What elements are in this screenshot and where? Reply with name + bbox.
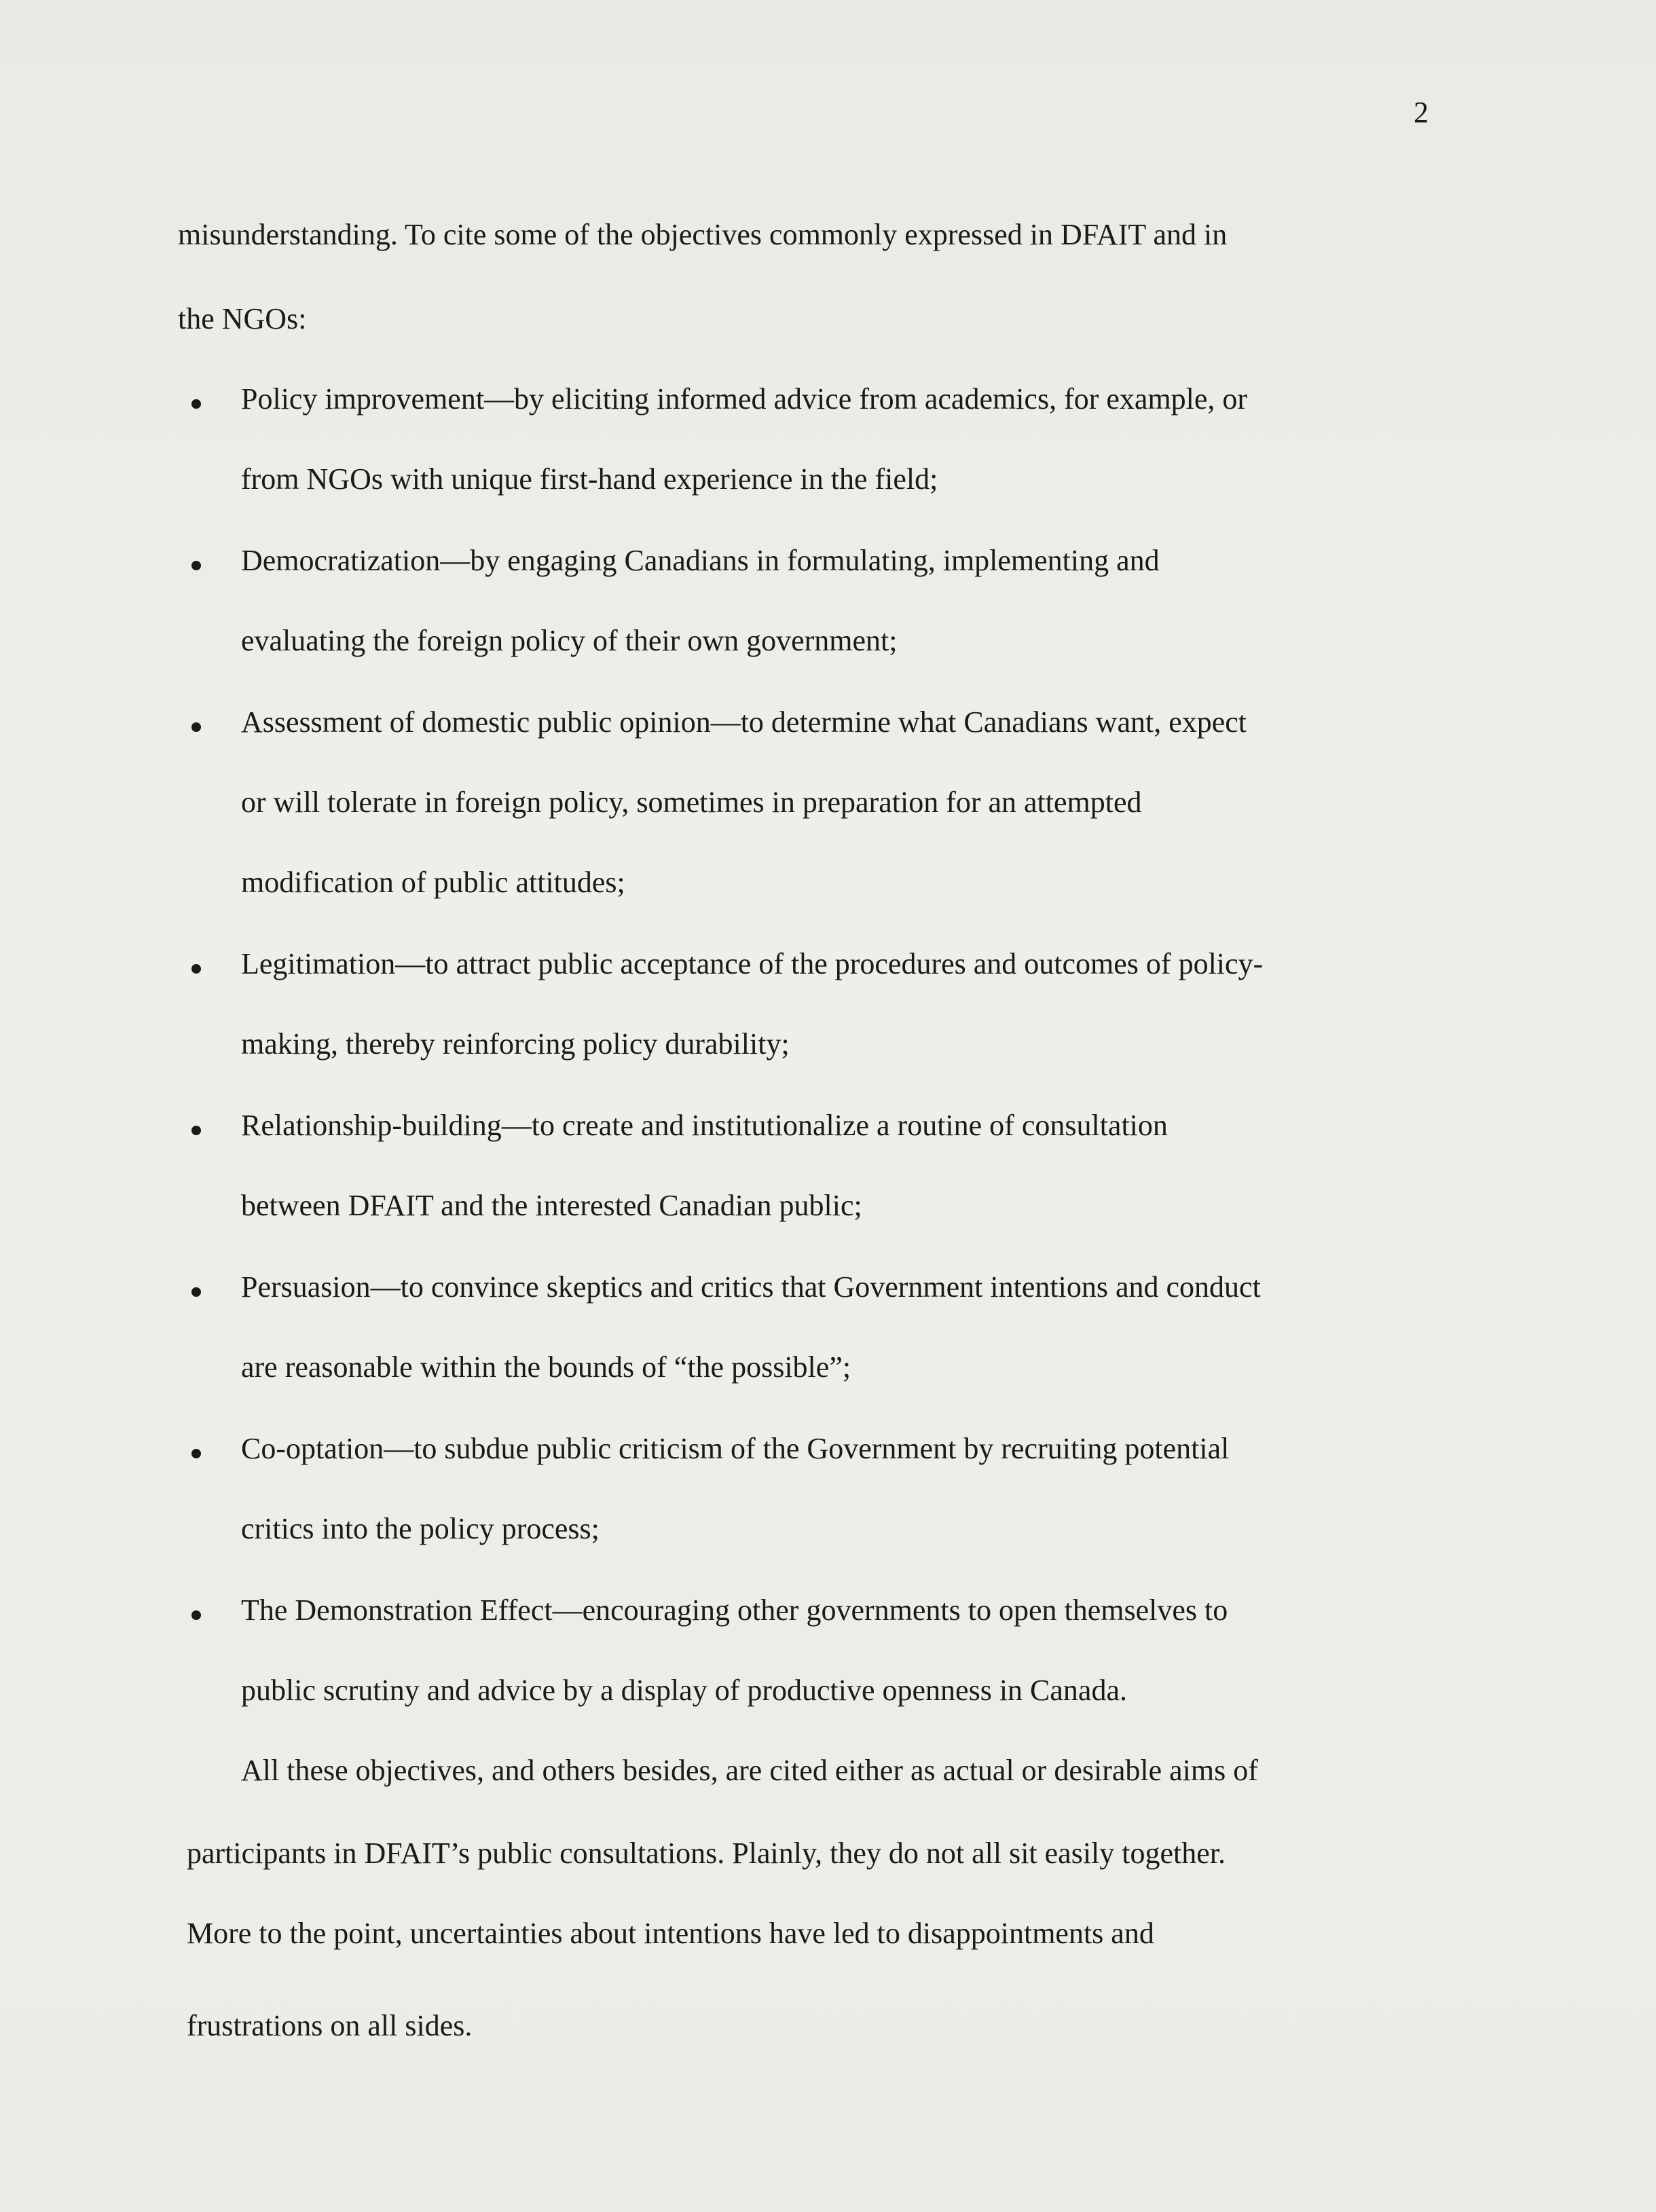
closing-line-1: All these objectives, and others besides, are cited either as actual or desirable aims of [241,1754,1258,1787]
objective-3-line-1: Assessment of domestic public opinion—to determine what Canadians want, expect [241,705,1247,739]
objective-7-line-1: Co-optation—to subdue public criticism of the Government by recruiting potential [241,1432,1230,1465]
objective-2-line-2: evaluating the foreign policy of their own government; [241,624,898,657]
objective-3-line-3: modification of public attitudes; [241,866,625,899]
bullet [191,1449,201,1458]
objective-4-line-2: making, thereby reinforcing policy durability; [241,1027,790,1061]
objective-6-line-1: Persuasion—to convince skeptics and critics that Government intentions and conduct [241,1270,1261,1304]
objective-2-line-1: Democratization—by engaging Canadians in formulating, implementing and [241,544,1160,577]
bullet [191,964,201,974]
bullet [191,1610,201,1620]
objective-4-line-1: Legitimation—to attract public acceptance of the procedures and outcomes of policy- [241,947,1264,980]
objective-8-line-2: public scrutiny and advice by a display of productive openness in Canada. [241,1674,1127,1707]
objective-6-line-2: are reasonable within the bounds of “the possible”; [241,1350,851,1384]
objective-1-line-1: Policy improvement—by eliciting informed advice from academics, for example, or [241,382,1248,416]
bullet [191,1126,201,1135]
intro-line-2: the NGOs: [178,302,307,335]
bullet [191,399,201,409]
objective-5-line-1: Relationship-building—to create and institutionalize a routine of consultation [241,1109,1168,1142]
objective-5-line-2: between DFAIT and the interested Canadian public; [241,1189,862,1222]
objective-3-line-2: or will tolerate in foreign policy, sometimes in preparation for an attempted [241,786,1142,819]
page-number: 2 [1414,96,1429,129]
closing-line-2: participants in DFAIT’s public consultations. Plainly, they do not all sit easily together. [187,1837,1226,1870]
objective-8-line-1: The Demonstration Effect—encouraging other governments to open themselves to [241,1593,1228,1627]
bullet [191,722,201,732]
objective-1-line-2: from NGOs with unique first-hand experience in the field; [241,462,938,496]
bullet [191,1287,201,1297]
closing-line-4: frustrations on all sides. [187,2009,473,2042]
objective-7-line-2: critics into the policy process; [241,1512,600,1545]
closing-line-3: More to the point, uncertainties about intentions have led to disappointments and [187,1917,1154,1950]
bullet [191,561,201,570]
intro-line-1: misunderstanding. To cite some of the objectives commonly expressed in DFAIT and in [178,218,1228,251]
